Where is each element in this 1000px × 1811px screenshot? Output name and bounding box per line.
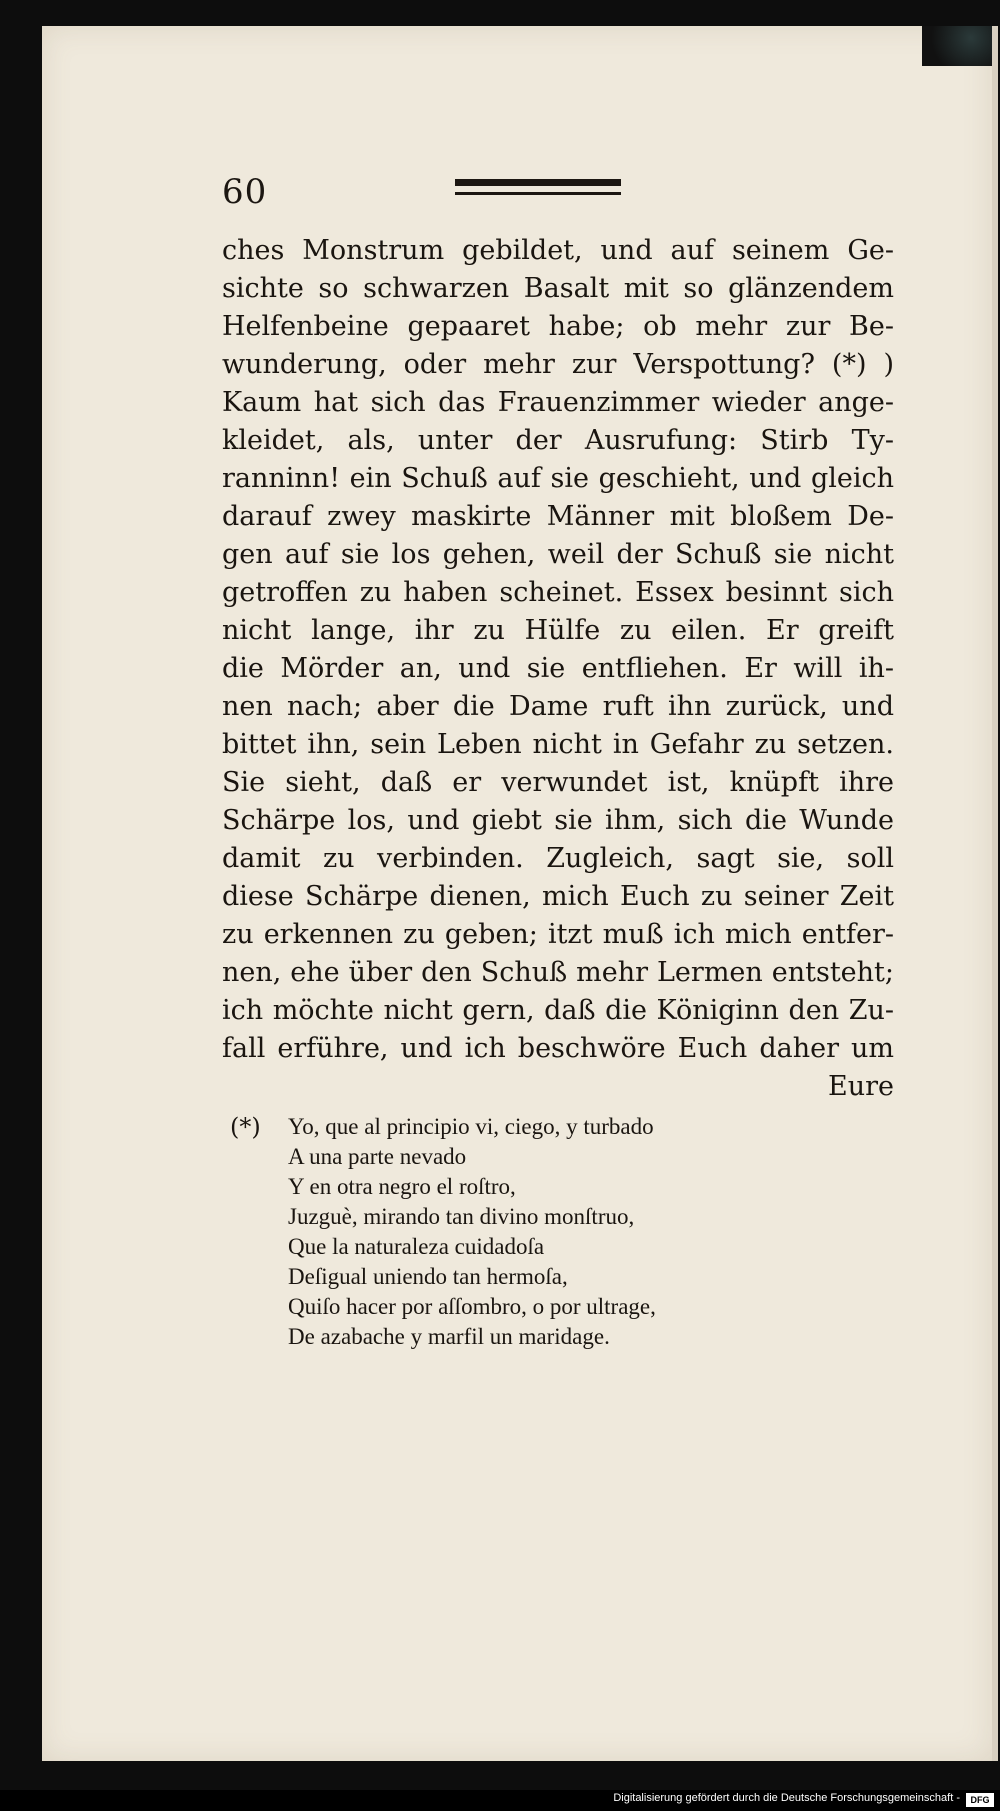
page-number: 60 (222, 172, 268, 212)
footnote-line: A una parte nevado (288, 1144, 467, 1169)
text-line: ranninn! ein Schuß auf sie geschieht, und gleich (222, 463, 894, 494)
footnote-line: Deſigual uniendo tan hermoſa, (288, 1264, 568, 1289)
text-line: wunderung, oder mehr zur Verspottung? (*) ) (222, 349, 894, 380)
footnote (230, 1112, 895, 1352)
digitization-credit: Digitalisierung gefördert durch die Deutsche Forschungsgemeinschaft - (613, 1792, 960, 1804)
text-line: Sie sieht, daß er verwundet ist, knüpft ihre (222, 767, 894, 798)
text-line: Kaum hat sich das Frauenzimmer wieder ange- (222, 387, 894, 418)
text-line: Helfenbeine gepaaret habe; ob mehr zur Be- (222, 311, 894, 342)
text-line: ich möchte nicht gern, daß die Königinn den Zu- (222, 995, 894, 1026)
text-line: sichte so schwarzen Basalt mit so glänzendem (222, 273, 894, 304)
text-line: darauf zwey maskirte Männer mit bloßem De- (222, 501, 894, 532)
text-line: Schärpe los, und giebt sie ihm, sich die Wunde (222, 805, 894, 836)
footer-bar (0, 1790, 1000, 1811)
text-line: nicht lange, ihr zu Hülfe zu eilen. Er greift (222, 615, 894, 646)
footnote-line: Juzguè, mirando tan divino monſtruo, (288, 1204, 635, 1229)
footnote-marker: (*) (230, 1113, 261, 1141)
footnote-line: De azabache y marfil un maridage. (288, 1324, 610, 1349)
text-line: nen, ehe über den Schuß mehr Lermen entsteht; (222, 957, 894, 988)
footnote-line: Yo, que al principio vi, ciego, y turbado (288, 1114, 654, 1139)
text-line: damit zu verbinden. Zugleich, sagt sie, soll (222, 843, 894, 874)
text-line: nen nach; aber die Dame ruft ihn zurück, und (222, 691, 894, 722)
main-text (222, 232, 894, 1106)
header-rule-thin (455, 192, 621, 195)
text-line: bittet ihn, sein Leben nicht in Gefahr zu setzen. (222, 729, 894, 760)
text-line: ches Monstrum gebildet, und auf seinem Ge- (222, 235, 894, 266)
footnote-line: Quiſo hacer por aſſombro, o por ultrage, (288, 1294, 656, 1319)
footnote-line: Que la naturaleza cuidadoſa (288, 1234, 545, 1259)
footnote-line: Y en otra negro el roſtro, (288, 1174, 516, 1199)
catchword: Eure (828, 1071, 894, 1102)
text-line: zu erkennen zu geben; itzt muß ich mich entfer- (222, 919, 894, 950)
footnote-verse (288, 1112, 895, 1352)
page-corner-shadow (922, 26, 992, 66)
text-line: gen auf sie los gehen, weil der Schuß sie nicht (222, 539, 894, 570)
text-line: fall erführe, und ich beschwöre Euch daher um (222, 1033, 894, 1064)
dfg-logo: DFG (966, 1793, 994, 1807)
header-rule (455, 179, 621, 186)
text-line: getroffen zu haben scheinet. Essex besinnt sich (222, 577, 894, 608)
text-line: die Mörder an, und sie entfliehen. Er will ih- (222, 653, 894, 684)
text-line: kleidet, als, unter der Ausrufung: Stirb Ty- (222, 425, 894, 456)
text-line: diese Schärpe dienen, mich Euch zu seiner Zeit (222, 881, 894, 912)
